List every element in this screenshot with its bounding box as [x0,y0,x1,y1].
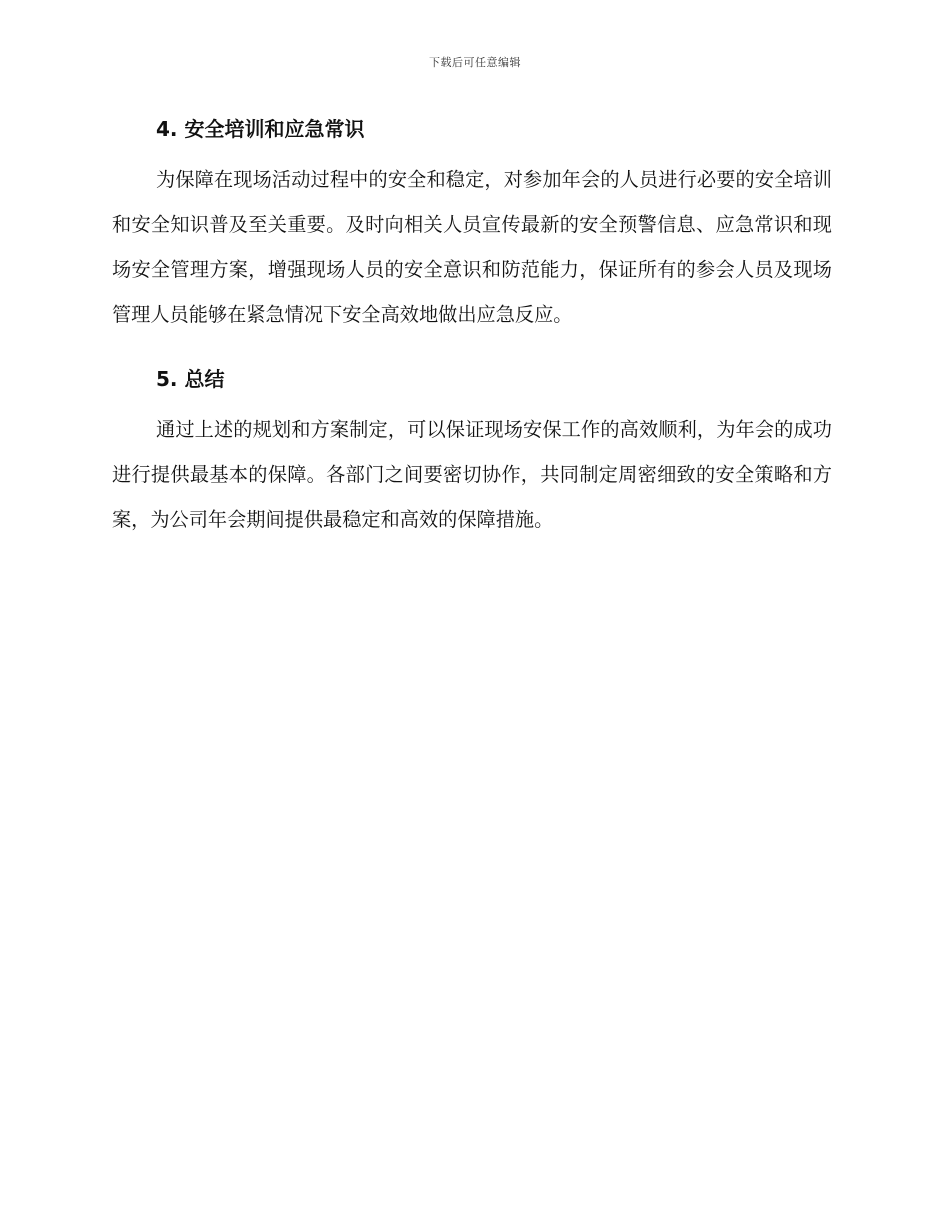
section-body-summary: 通过上述的规划和方案制定，可以保证现场安保工作的高效顺利，为年会的成功进行提供最基本的保障。各部门之间要密切协作，共同制定周密细致的安全策略和方案，为公司年会期间提供最稳定和高效的保障措施。 [112,418,832,531]
section-heading-safety-training: 4. 安全培训和应急常识 [156,117,365,141]
page-header-note: 下载后可任意编辑 [429,56,521,69]
section-heading-summary: 5. 总结 [156,367,225,391]
document-content [112,114,832,542]
section-body-safety-training: 为保障在现场活动过程中的安全和稳定，对参加年会的人员进行必要的安全培训和安全知识普及至关重要。及时向相关人员宣传最新的安全预警信息、应急常识和现场安全管理方案，增强现场人员的安全意识和防范能力，保证所有的参会人员及现场管理人员能够在紧急情况下安全高效地做出应急反应。 [112,168,832,326]
